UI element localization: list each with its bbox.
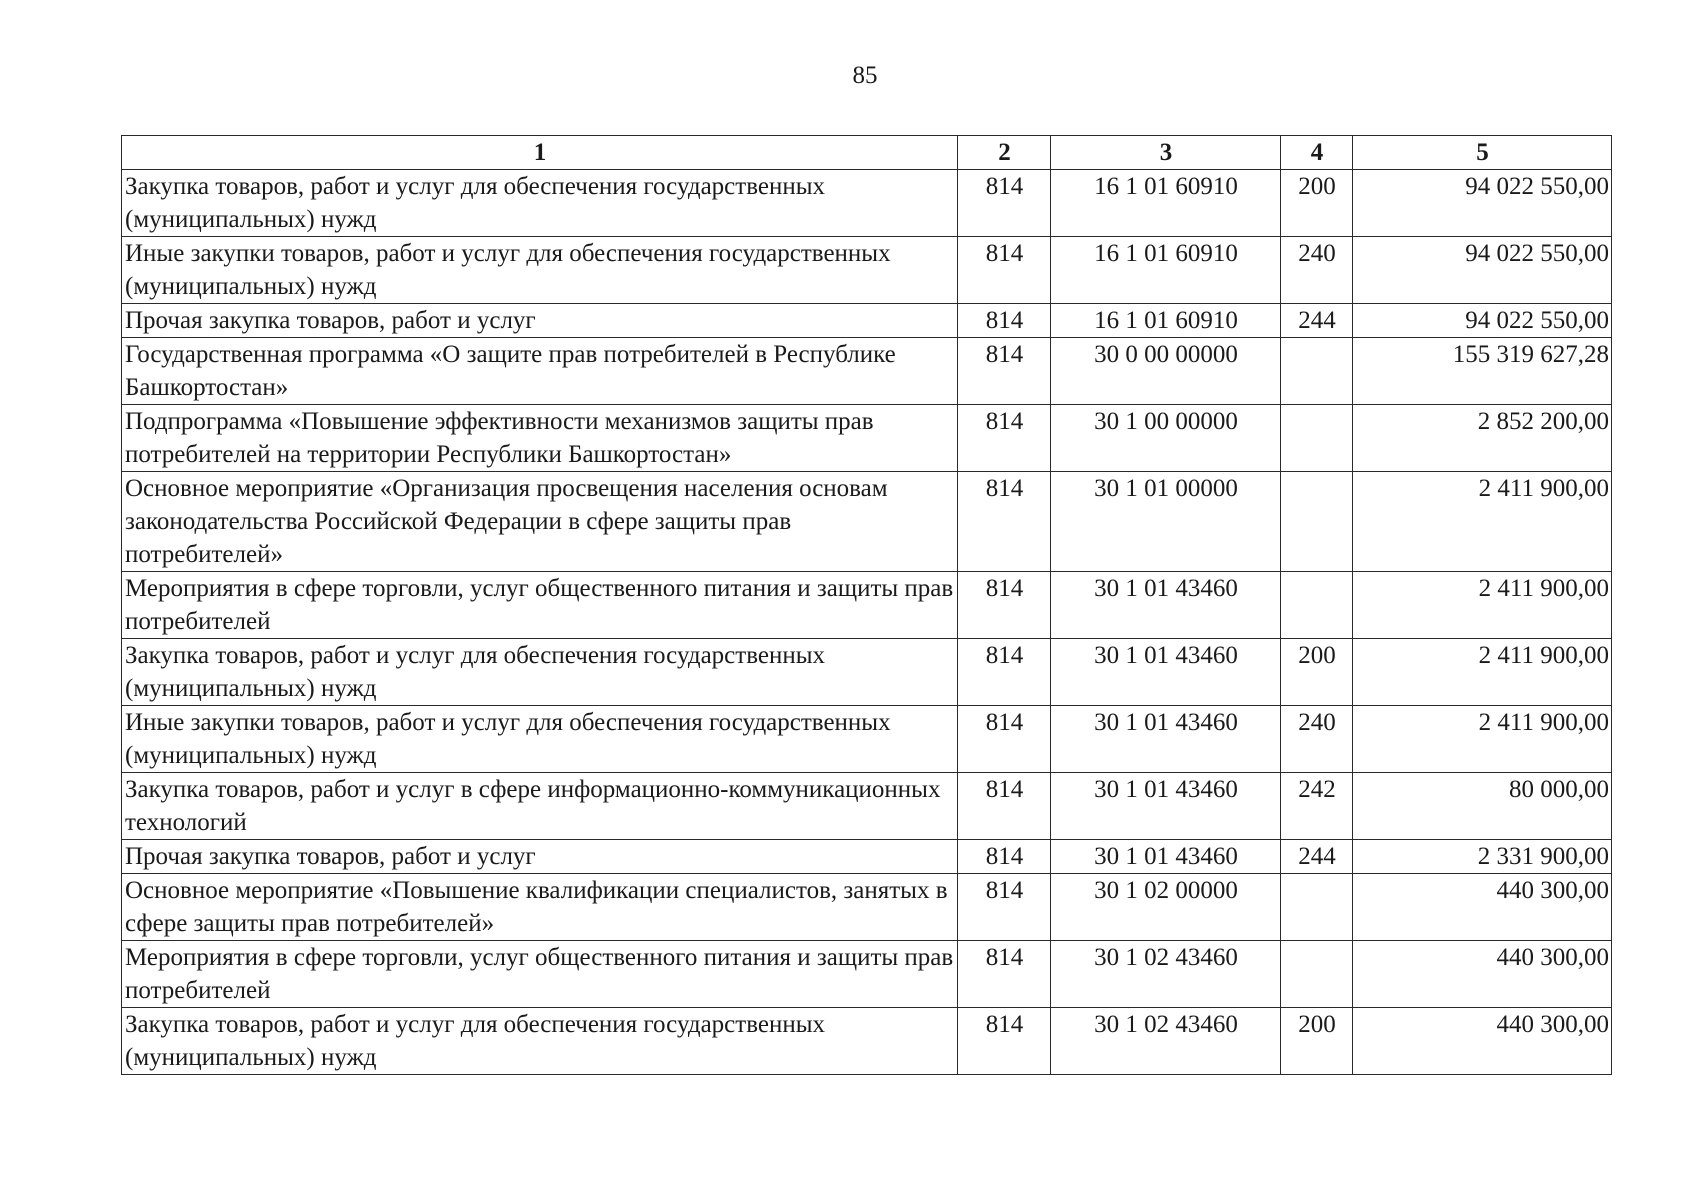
row-sum-cell: 2 852 200,00 — [1353, 405, 1612, 472]
row-dept-cell: 814 — [958, 472, 1051, 572]
row-sum-cell: 2 411 900,00 — [1353, 572, 1612, 639]
row-kind-cell: 244 — [1281, 304, 1353, 338]
row-kind-cell: 244 — [1281, 840, 1353, 874]
row-kind-cell — [1281, 572, 1353, 639]
table-row — [122, 472, 1612, 572]
table-row — [122, 405, 1612, 472]
row-kind-cell: 240 — [1281, 706, 1353, 773]
row-name-cell: Иные закупки товаров, работ и услуг для обеспечения государственных (муниципальных) нужд — [122, 237, 958, 304]
row-code-cell: 16 1 01 60910 — [1051, 170, 1281, 237]
row-dept-cell: 814 — [958, 840, 1051, 874]
row-dept-cell: 814 — [958, 237, 1051, 304]
row-code-cell: 30 1 01 43460 — [1051, 840, 1281, 874]
row-name-cell: Закупка товаров, работ и услуг в сфере информационно-коммуникационных технологий — [122, 773, 958, 840]
column-header-3: 3 — [1051, 136, 1281, 170]
row-name-cell: Подпрограмма «Повышение эффективности механизмов защиты прав потребителей на территории Республики Башкортостан» — [122, 405, 958, 472]
row-sum-cell: 440 300,00 — [1353, 1008, 1612, 1075]
row-kind-cell: 240 — [1281, 237, 1353, 304]
row-kind-cell — [1281, 941, 1353, 1008]
row-dept-cell: 814 — [958, 572, 1051, 639]
row-kind-cell — [1281, 405, 1353, 472]
row-code-cell: 30 1 00 00000 — [1051, 405, 1281, 472]
table-row — [122, 170, 1612, 237]
table-row — [122, 840, 1612, 874]
row-name-cell: Государственная программа «О защите прав потребителей в Республике Башкортостан» — [122, 338, 958, 405]
row-code-cell: 30 1 02 00000 — [1051, 874, 1281, 941]
row-name-cell: Прочая закупка товаров, работ и услуг — [122, 840, 958, 874]
row-code-cell: 30 1 02 43460 — [1051, 941, 1281, 1008]
row-name-cell: Закупка товаров, работ и услуг для обеспечения государственных (муниципальных) нужд — [122, 1008, 958, 1075]
row-sum-cell: 440 300,00 — [1353, 874, 1612, 941]
row-dept-cell: 814 — [958, 639, 1051, 706]
row-dept-cell: 814 — [958, 170, 1051, 237]
row-name-cell: Основное мероприятие «Организация просвещения населения основам законодательства Российской Федерации в сфере защиты прав потребителей» — [122, 472, 958, 572]
row-kind-cell — [1281, 472, 1353, 572]
row-dept-cell: 814 — [958, 706, 1051, 773]
table-row — [122, 874, 1612, 941]
row-sum-cell: 440 300,00 — [1353, 941, 1612, 1008]
table-row — [122, 1008, 1612, 1075]
row-code-cell: 30 1 01 43460 — [1051, 572, 1281, 639]
row-sum-cell: 2 411 900,00 — [1353, 472, 1612, 572]
row-dept-cell: 814 — [958, 773, 1051, 840]
row-sum-cell: 155 319 627,28 — [1353, 338, 1612, 405]
row-name-cell: Иные закупки товаров, работ и услуг для обеспечения государственных (муниципальных) нужд — [122, 706, 958, 773]
row-name-cell: Мероприятия в сфере торговли, услуг общественного питания и защиты прав потребителей — [122, 941, 958, 1008]
row-kind-cell — [1281, 874, 1353, 941]
table-header-row — [122, 136, 1612, 170]
table-row — [122, 304, 1612, 338]
row-dept-cell: 814 — [958, 304, 1051, 338]
row-name-cell: Закупка товаров, работ и услуг для обеспечения государственных (муниципальных) нужд — [122, 639, 958, 706]
table-row — [122, 237, 1612, 304]
table-row — [122, 706, 1612, 773]
row-sum-cell: 2 331 900,00 — [1353, 840, 1612, 874]
row-dept-cell: 814 — [958, 1008, 1051, 1075]
budget-table — [121, 135, 1612, 1075]
column-header-2: 2 — [958, 136, 1051, 170]
row-code-cell: 30 1 01 00000 — [1051, 472, 1281, 572]
row-code-cell: 16 1 01 60910 — [1051, 304, 1281, 338]
row-kind-cell: 200 — [1281, 639, 1353, 706]
row-sum-cell: 94 022 550,00 — [1353, 304, 1612, 338]
row-dept-cell: 814 — [958, 405, 1051, 472]
row-kind-cell: 200 — [1281, 1008, 1353, 1075]
row-code-cell: 30 0 00 00000 — [1051, 338, 1281, 405]
column-header-4: 4 — [1281, 136, 1353, 170]
table-row — [122, 338, 1612, 405]
row-name-cell: Основное мероприятие «Повышение квалификации специалистов, занятых в сфере защиты прав потребителей» — [122, 874, 958, 941]
row-kind-cell: 200 — [1281, 170, 1353, 237]
row-code-cell: 30 1 02 43460 — [1051, 1008, 1281, 1075]
row-sum-cell: 94 022 550,00 — [1353, 237, 1612, 304]
row-name-cell: Прочая закупка товаров, работ и услуг — [122, 304, 958, 338]
column-header-5: 5 — [1353, 136, 1612, 170]
row-kind-cell: 242 — [1281, 773, 1353, 840]
row-dept-cell: 814 — [958, 941, 1051, 1008]
row-dept-cell: 814 — [958, 874, 1051, 941]
page-number: 85 — [852, 62, 878, 89]
row-dept-cell: 814 — [958, 338, 1051, 405]
column-header-1: 1 — [122, 136, 958, 170]
row-code-cell: 30 1 01 43460 — [1051, 706, 1281, 773]
table-row — [122, 941, 1612, 1008]
row-code-cell: 30 1 01 43460 — [1051, 639, 1281, 706]
table-row — [122, 639, 1612, 706]
row-name-cell: Закупка товаров, работ и услуг для обеспечения государственных (муниципальных) нужд — [122, 170, 958, 237]
row-sum-cell: 94 022 550,00 — [1353, 170, 1612, 237]
row-name-cell: Мероприятия в сфере торговли, услуг общественного питания и защиты прав потребителей — [122, 572, 958, 639]
row-code-cell: 30 1 01 43460 — [1051, 773, 1281, 840]
table-row — [122, 572, 1612, 639]
table-row — [122, 773, 1612, 840]
row-sum-cell: 2 411 900,00 — [1353, 639, 1612, 706]
row-code-cell: 16 1 01 60910 — [1051, 237, 1281, 304]
row-sum-cell: 2 411 900,00 — [1353, 706, 1612, 773]
row-kind-cell — [1281, 338, 1353, 405]
row-sum-cell: 80 000,00 — [1353, 773, 1612, 840]
